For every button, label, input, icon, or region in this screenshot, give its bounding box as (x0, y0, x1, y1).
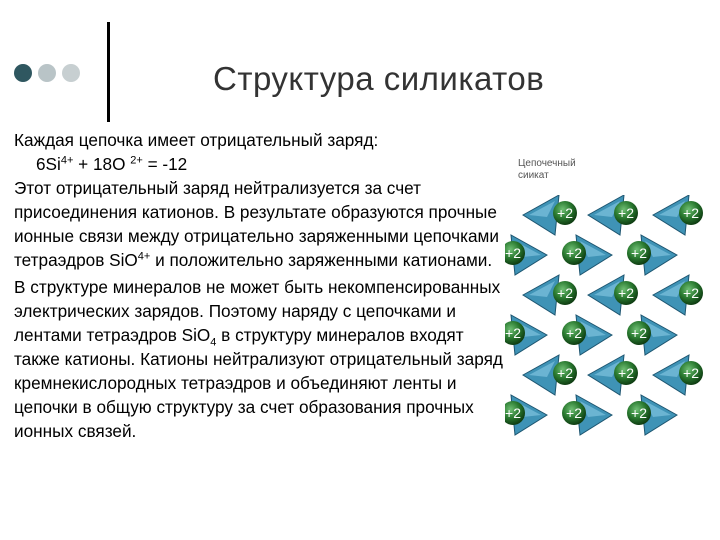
cation-charge-label: +2 (618, 365, 634, 381)
cation-charge-label: +2 (557, 285, 573, 301)
dot-dark (14, 64, 32, 82)
cation-charge-label: +2 (631, 325, 647, 341)
cation-plus2 (562, 401, 586, 425)
cation-plus2 (679, 281, 703, 305)
cation-charge-label: +2 (566, 245, 582, 261)
cation-plus2 (562, 241, 586, 265)
charge-formula (14, 154, 187, 174)
para1-text: Этот отрицательный заряд нейтрализуется за счет присоединения катионов. В результате образуются прочные ионные связи между отрицательно заряженными цепочками тетраэдров SiO (14, 178, 499, 270)
para1-sio-charge: 4+ (137, 250, 151, 263)
slide-body (14, 128, 514, 443)
cation-plus2 (553, 281, 577, 305)
cation-plus2 (627, 241, 651, 265)
diagram-caption (518, 158, 576, 182)
cation-plus2 (614, 201, 638, 225)
formula-o: + 18O (73, 154, 131, 174)
tetrahedra-layer (511, 195, 689, 435)
formula-si-charge: 4+ (60, 154, 74, 167)
dot-light (62, 64, 80, 82)
cation-charge-label: +2 (566, 405, 582, 421)
para1-line1: Каждая цепочка имеет отрицательный заряд: (14, 130, 379, 150)
cation-plus2 (627, 401, 651, 425)
cation-charge-label: +2 (566, 325, 582, 341)
para1-text-end: и положительно заряженными катионами. (150, 250, 493, 270)
para2-text-end: в структуру минералов входят также катионы. Катионы нейтрализуют отрицательный заряд кремнекислородных тетраэдров и объединяют ленты и цепочки в общую структуру за счет образования прочных ионных связей. (14, 325, 503, 441)
cation-charge-label: +2 (683, 285, 699, 301)
paragraph-2 (14, 275, 514, 443)
slide-title: Структура силикатов (213, 60, 545, 97)
caption-line-1: Цепочечный (518, 158, 576, 169)
cation-charge-label: +2 (557, 365, 573, 381)
formula-o-charge: 2+ (130, 154, 143, 167)
cation-charge-label: +2 (618, 285, 634, 301)
cation-charge-label: +2 (505, 245, 521, 261)
formula-si: 6Si (36, 154, 61, 174)
chain-silicate-diagram (505, 195, 715, 440)
cation-plus2 (627, 321, 651, 345)
cation-plus2 (614, 361, 638, 385)
para2-text: В структуре минералов не может быть некомпенсированных электрических зарядов. Поэтому наряду с цепочками и лентами тетраэдров SiO (14, 277, 501, 345)
dot-light (38, 64, 56, 82)
cation-charge-label: +2 (505, 325, 521, 341)
cation-plus2 (679, 361, 703, 385)
cation-charge-label: +2 (557, 205, 573, 221)
cation-plus2 (562, 321, 586, 345)
cation-charge-label: +2 (631, 405, 647, 421)
cations-layer (505, 201, 703, 425)
cation-plus2 (553, 201, 577, 225)
cation-plus2 (614, 281, 638, 305)
title-divider (107, 22, 110, 122)
para2-sio-index: 4 (210, 336, 217, 349)
cation-charge-label: +2 (618, 205, 634, 221)
paragraph-1 (14, 128, 514, 272)
caption-line-2: сиикат (518, 170, 549, 181)
cation-charge-label: +2 (631, 245, 647, 261)
decorative-dots (14, 64, 80, 82)
cation-charge-label: +2 (683, 205, 699, 221)
cation-plus2 (679, 201, 703, 225)
cation-charge-label: +2 (505, 405, 521, 421)
cation-plus2 (553, 361, 577, 385)
formula-result: = -12 (142, 154, 188, 174)
cation-charge-label: +2 (683, 365, 699, 381)
